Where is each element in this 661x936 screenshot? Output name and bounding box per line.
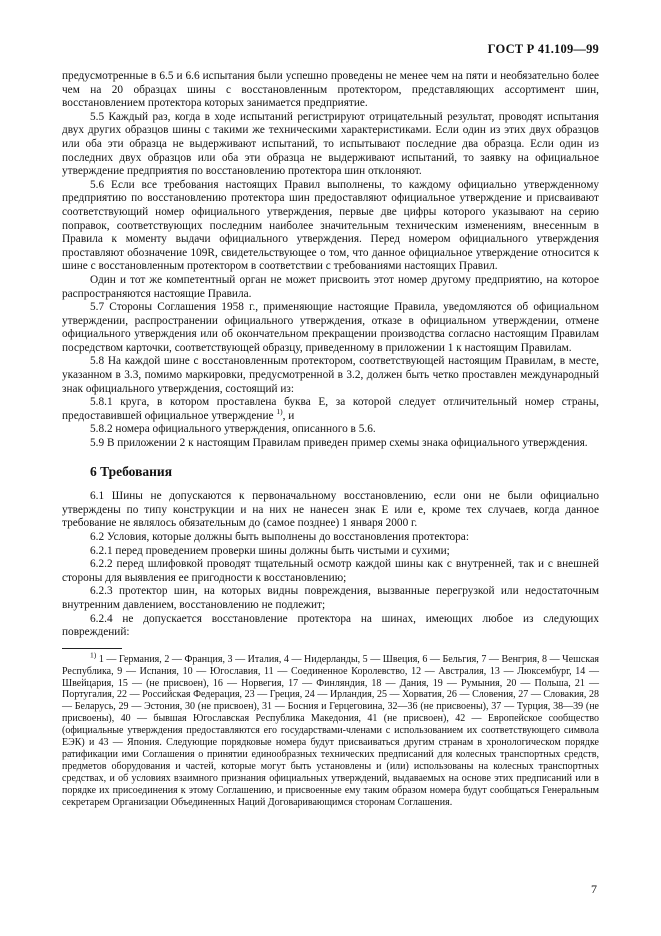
paragraph-6-1: 6.1 Шины не допускаются к первоначальному восстановлению, если они не были официально утверждены по типу конструкции и на них не нанесен знак Е или е, кроме тех случаев, когда данное требование не являлось обязательным до (самое позднее) 1 января 2000 г.	[62, 490, 599, 530]
paragraph-6-2: 6.2 Условия, которые должны быть выполнены до восстановления протектора:	[90, 531, 469, 543]
paragraph-5-5: 5.5 Каждый раз, когда в ходе испытаний регистрируют отрицательный результат, проводят испытания двух других образцов шины с такими же техническими характеристиками. Если один из этих двух образцов или оба эти образца не выдерживают испытаний, то испытывают последние два образца. Если один из последних двух образцов или оба эти образца не выдерживают испытаний, то заявку на официальное утверждение предприятия по восстановлению протектора шин отклоняют.	[62, 110, 599, 178]
footnote-divider	[62, 648, 122, 649]
paragraph-5-8-1	[62, 396, 599, 423]
paragraph-continuation: предусмотренные в 6.5 и 6.6 испытания были успешно проведены не менее чем на пяти и необязательно более чем на 20 образцах шины с восстановленным протектором, представляющих ассортимент шин, восстановлением протектора которых занимается предприятие.	[62, 70, 599, 110]
paragraph-5-8-1-tail: , и	[282, 409, 295, 422]
footnote-marker: 1)	[90, 650, 97, 660]
document-body	[62, 70, 599, 809]
page-number: 7	[591, 882, 597, 896]
paragraph-5-7: 5.7 Стороны Соглашения 1958 г., применяющие настоящие Правила, уведомляются об официальном утверждении, распространении официального утверждения, отказе в официальном утверждении, отмене официального утверждения или об окончательном прекращении производства согласно настоящим Правилам посредством карточки, соответствующей образцу, приведенному в приложении 1 к настоящим Правилам.	[62, 301, 599, 354]
paragraph-5-6: 5.6 Если все требования настоящих Правил выполнены, то каждому официально утвержденному предприятию по восстановлению протектора шин предоставляют официальное утверждение и присваивают соответствующий номер официального утверждения, первые две цифры которого указывают на серию поправок, соответствующих последним наиболее значительным техническим изменениям, внесенным в Правила к моменту выдачи официального утверждения. Перед номером официального утверждения проставляют обозначение 109R, свидетельствующее о том, что данное официальное утверждение относится к шине с восстановленным протектором в соответствии с требованиями настоящих Правил.	[62, 178, 599, 273]
paragraph-5-6-note: Один и тот же компетентный орган не может присвоить этот номер другому предприятию, на которое распространяются настоящие Правила.	[62, 273, 599, 300]
footnote	[62, 650, 600, 809]
section-title-requirements: 6 Требования	[90, 463, 173, 479]
paragraph-6-2-4: 6.2.4 не допускается восстановление протектора на шинах, имеющих любое из следующих повреждений:	[62, 612, 599, 639]
paragraph-6-2-3: 6.2.3 протектор шин, на которых видны повреждения, вызванные перегрузкой или недостаточным внутренним давлением, восстановлению не подлежит;	[62, 585, 599, 611]
paragraph-5-8: 5.8 На каждой шине с восстановленным протектором, соответствующей настоящим Правилам, в месте, указанном в 3.3, помимо маркировки, предусмотренной в 3.2, должен быть четко проставлен международный знак официального утверждения, состоящий из:	[62, 355, 599, 395]
paragraph-6-2-2: 6.2.2 перед шлифовкой проводят тщательный осмотр каждой шины как с внутренней, так и с внешней стороны для выявления ее пригодности к восстановлению;	[62, 558, 599, 584]
paragraph-6-2-1: 6.2.1 перед проведением проверки шины должны быть чистыми и сухими;	[90, 544, 450, 557]
paragraph-5-9: 5.9 В приложении 2 к настоящим Правилам приведен пример схемы знака официального утверждения.	[90, 437, 588, 450]
paragraph-5-8-2: 5.8.2 номера официального утверждения, описанного в 5.6.	[90, 423, 376, 436]
document-code-header: ГОСТ Р 41.109—99	[487, 42, 599, 56]
footnote-reference[interactable]: 1)	[276, 407, 283, 417]
footnote-text: 1 — Германия, 2 — Франция, 3 — Италия, 4 — Нидерланды, 5 — Швеция, 6 — Бельгия, 7 — Венгрия, 8 — Чешская Республика, 9 — Испания, 10 — Югославия, 11 — Соединенное Королевство, 12 — Австралия, 13 — Люксембург, 14 — Швейцария, 15 — (не присвоен), 16 — Норвегия, 17 — Финляндия, 18 — Дания, 19 — Румыния, 20 — Польша, 21 — Португалия, 22 — Российская Федерация, 23 — Греция, 24 — Ирландия, 25 — Хорватия, 26 — Словения, 27 — Словакия, 28 — Беларусь, 29 — Эстония, 30 (не присвоен), 31 — Босния и Герцеговина, 32—36 (не присвоены), 37 — Турция, 38—39 (не присвоены), 40 — бывшая Югославская Республика Македония, 41 (не присвоен), 42 — Европейское сообщество (официальные утверждения предоставляются его государствами-членами с использованием их соответствующего символа ЕЭК) и 43 — Япония. Следующие порядковые номера будут присваиваться другим странам в хронологическом порядке ратификации ими Соглашения о принятии единообразных технических предписаний для колесных транспортных средств, предметов оборудования и частей, которые могут быть установлены и (или) использованы на колесных транспортных средствах, и об условиях взаимного признания официальных утверждений, выдаваемых на основе этих предписаний или в порядке их присоединения к этому Соглашению, и присвоенные ему таким образом номера будут сообщаться Генеральным секретарем Организации Объединенных Наций Договаривающимся сторонам Соглашения.	[62, 653, 600, 808]
paragraph-5-8-1-text: 5.8.1 круга, в котором проставлена буква Е, за которой следует отличительный номер страны, предоставившей официальное утверждение	[62, 396, 599, 422]
